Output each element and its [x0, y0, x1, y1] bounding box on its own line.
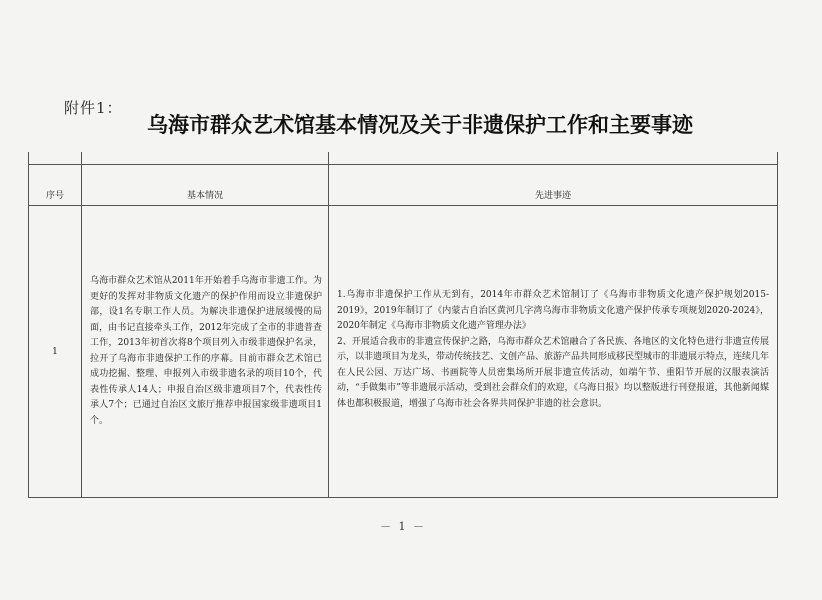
header-basic-info: 基本情况 [82, 165, 329, 206]
row-advanced-deeds [329, 206, 778, 498]
deeds-paragraph-1: 1.乌海市非遗保护工作从无到有，2014年市群众艺术馆制订了《乌海市非物质文化遗产保护规划2015-2019》，2019年制订了《内蒙古自治区黄河几字湾乌海市非物质文化遗产保护传承专项规划2020-2024》，2020年制定《乌海市非物质文化遗产管理办法》 [337, 290, 769, 331]
header-serial-number: 序号 [29, 165, 82, 206]
document-title: 乌海市群众艺术馆基本情况及关于非遗保护工作和主要事迹 [147, 112, 693, 137]
info-table [28, 152, 778, 498]
page-number: － 1 － [380, 520, 426, 533]
header-advanced-deeds: 先进事迹 [329, 165, 778, 206]
table-row [29, 206, 778, 498]
row-serial-number: 1 [29, 206, 82, 498]
table-top-gap [29, 152, 778, 165]
deeds-paragraph-2: 2、开展适合我市的非遗宣传保护之路，乌海市群众艺术馆融合了各民族、各地区的文化特色进行非遗宣传展示，以非遗项目为龙头，带动传统技艺、文创产品、旅游产品共同形成移民型城市的非遗展示特点，连续几年在人民公园、万达广场、书画院等人员密集场所开展非遗宣传活动，如端午节、重阳节开展的汉服表演活动，“手做集市”等非遗展示活动，受到社会群众们的欢迎，《乌海日报》均以整版进行刊登报道，其他新闻媒体也都积极报道，增强了乌海市社会各界共同保护非遗的社会意识。 [337, 336, 770, 409]
annex-label: 附件1： [64, 99, 123, 117]
row-basic-info: 乌海市群众艺术馆从2011年开始着手乌海市非遗工作。为更好的发挥对非物质文化遗产的保护作用而设立非遗保护部，设1名专职工作人员。为解决非遗保护进展缓慢的局面，由书记直接牵头工作，2012年完成了全市的非遗普查工作，2013年初首次将8个项目列入市级非遗保护名录，拉开了乌海市非遗保护工作的序幕。目前市群众艺术馆已成功挖掘、整理、申报列入市级非遗名录的项目10个，代表性传承人14人；申报自治区级非遗项目7个，代表性传承人7个；已通过自治区文旅厅推荐申报国家级非遗项目1个。 [82, 206, 329, 498]
table-header-row [29, 165, 778, 206]
